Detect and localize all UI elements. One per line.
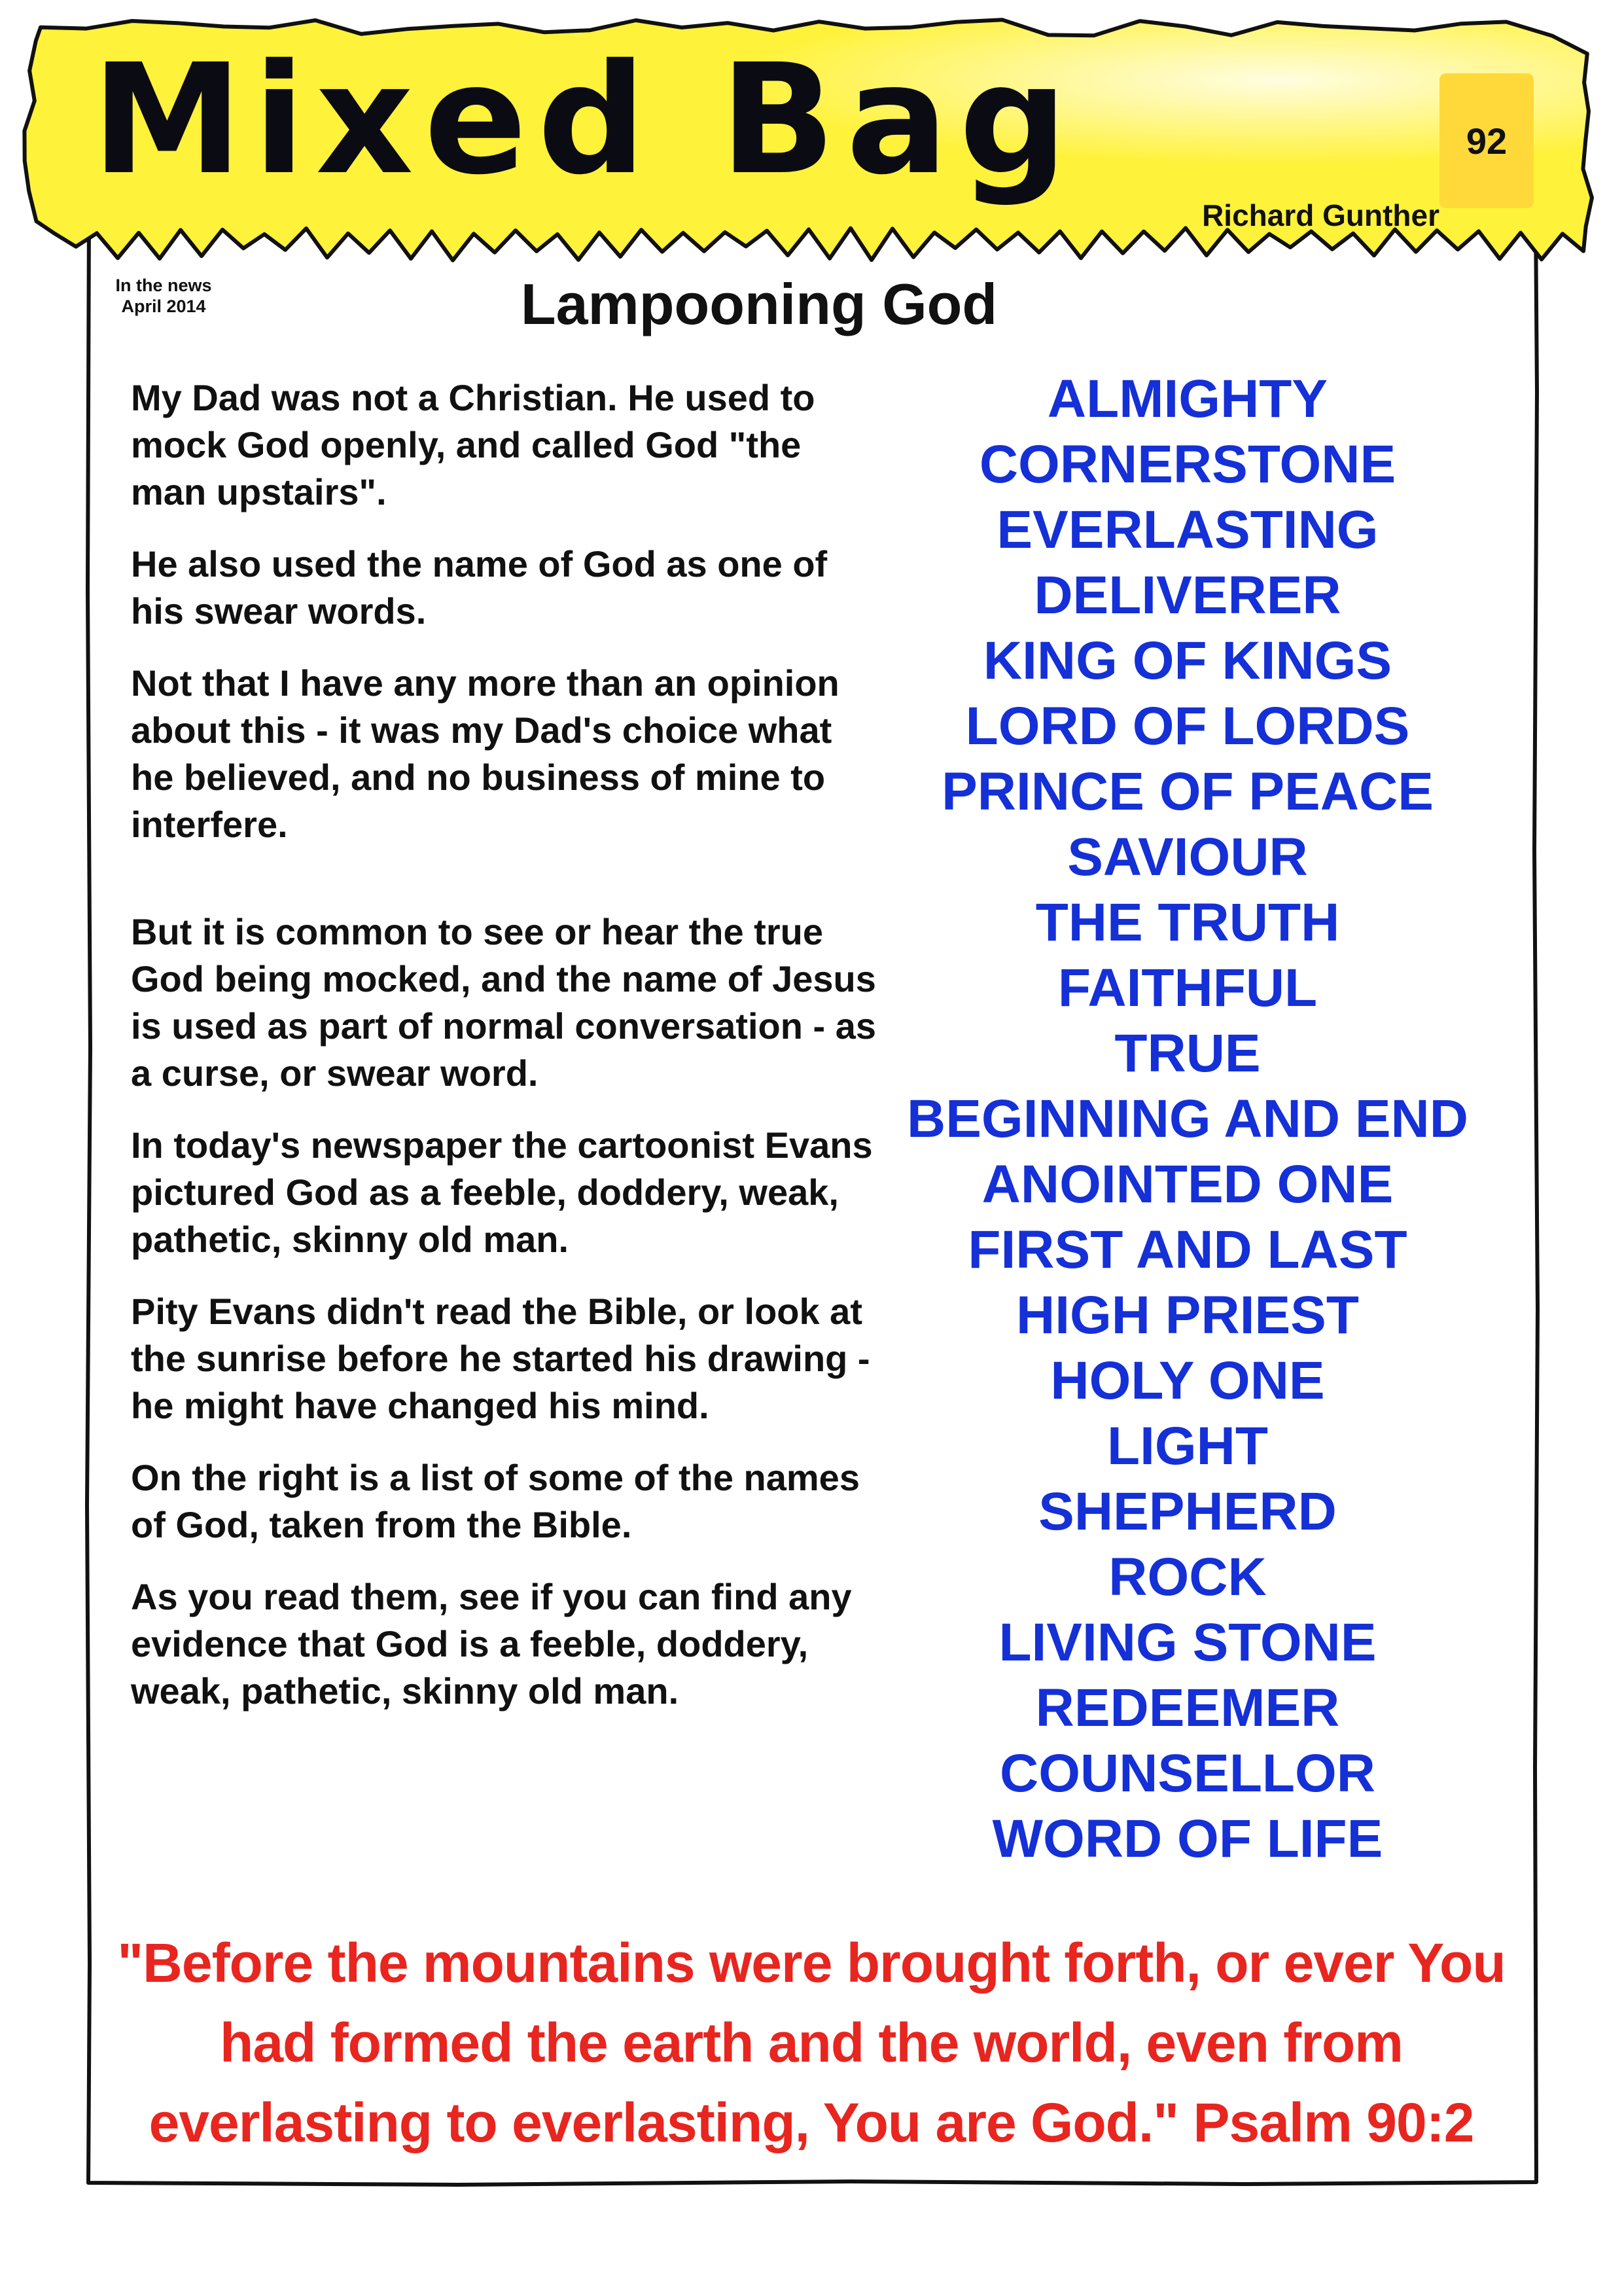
- name-of-god: ROCK: [1108, 1547, 1267, 1607]
- article-body: [131, 374, 877, 1740]
- name-of-god: ALMIGHTY: [1047, 369, 1328, 429]
- article-paragraph: On the right is a list of some of the names of God, taken from the Bible.: [131, 1457, 860, 1545]
- issue-number-badge: [1439, 73, 1534, 208]
- name-of-god: TRUE: [1114, 1024, 1261, 1083]
- article-paragraph: He also used the name of God as one of his swear words.: [131, 543, 828, 632]
- name-of-god: CORNERSTONE: [979, 435, 1396, 494]
- name-of-god: EVERLASTING: [997, 500, 1379, 560]
- name-of-god: LIVING STONE: [998, 1613, 1377, 1672]
- name-of-god: WORD OF LIFE: [992, 1809, 1383, 1869]
- name-of-god: THE TRUTH: [1035, 893, 1340, 952]
- name-of-god: SAVIOUR: [1067, 827, 1308, 887]
- article-paragraph: Not that I have any more than an opinion about this - it was my Dad's choice what he believed, and no business of mine to interfere.: [131, 662, 839, 845]
- issue-number: 92: [1466, 120, 1508, 162]
- article-paragraph: Pity Evans didn't read the Bible, or look at the sunrise before he started his drawing - he might have changed his mind.: [131, 1291, 870, 1426]
- author-name: Richard Gunther: [1202, 198, 1439, 232]
- section-tag-line2: April 2014: [121, 296, 206, 316]
- name-of-god: HIGH PRIEST: [1016, 1285, 1359, 1345]
- name-of-god: REDEEMER: [1035, 1678, 1340, 1738]
- article-paragraph: But it is common to see or hear the true God being mocked, and the name of Jesus is used as part of normal conversation - as a curse, or swear word.: [131, 911, 877, 1094]
- name-of-god: DELIVERER: [1034, 565, 1341, 625]
- name-of-god: COUNSELLOR: [1000, 1744, 1375, 1803]
- name-of-god: BEGINNING AND END: [907, 1089, 1468, 1149]
- name-of-god: KING OF KINGS: [983, 631, 1392, 691]
- name-of-god: ANOINTED ONE: [981, 1155, 1394, 1214]
- name-of-god: LIGHT: [1107, 1416, 1268, 1476]
- article-paragraph: My Dad was not a Christian. He used to mock God openly, and called God "the man upstairs".: [131, 377, 815, 512]
- name-of-god: LORD OF LORDS: [965, 696, 1410, 756]
- name-of-god: PRINCE OF PEACE: [942, 762, 1434, 821]
- names-of-god-list: [877, 367, 1498, 1872]
- name-of-god: FAITHFUL: [1057, 958, 1318, 1018]
- name-of-god: FIRST AND LAST: [968, 1220, 1407, 1280]
- section-tag-line1: In the news: [115, 276, 212, 295]
- article-paragraph: As you read them, see if you can find any evidence that God is a feeble, doddery, weak, pathetic, skinny old man.: [131, 1576, 852, 1712]
- name-of-god: SHEPHERD: [1038, 1482, 1337, 1541]
- article-paragraph: In today's newspaper the cartoonist Evans pictured God as a feeble, doddery, weak, pathetic, skinny old man.: [131, 1124, 873, 1260]
- section-tag: [98, 275, 229, 327]
- bible-verse: "Before the mountains were brought forth, or ever You had formed the earth and the world, even from everlasting to everlasting, You are God." Psalm 90:2: [117, 1932, 1506, 2153]
- article-title: Lampooning God: [520, 272, 998, 336]
- name-of-god: HOLY ONE: [1050, 1351, 1325, 1410]
- masthead-title: Mixed Bag: [92, 31, 1078, 208]
